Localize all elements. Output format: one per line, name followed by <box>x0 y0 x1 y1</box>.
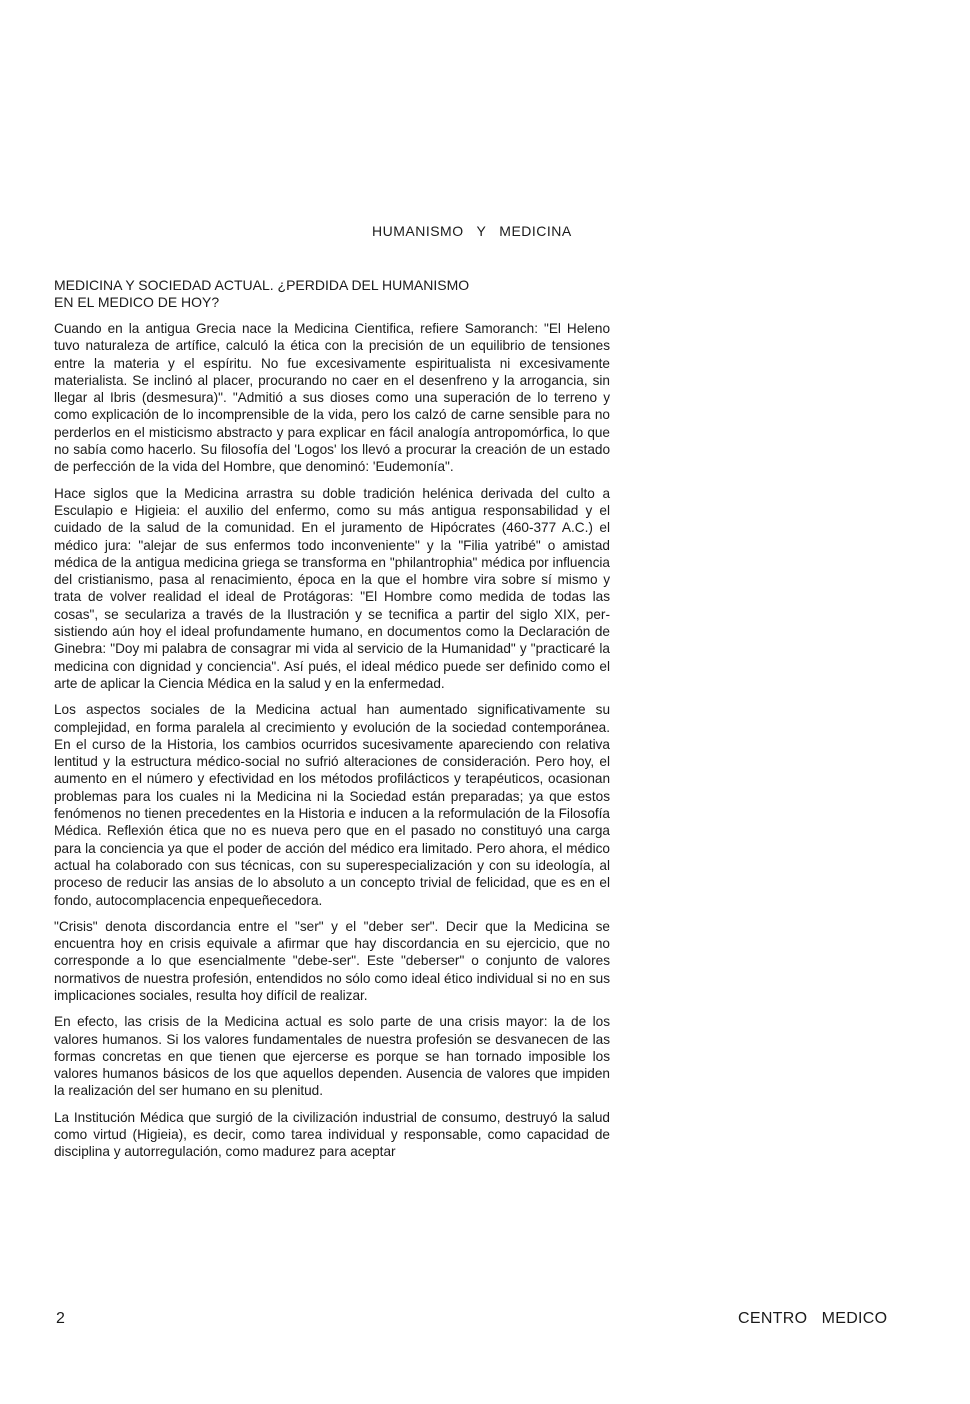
article-title-line: MEDICINA Y SOCIEDAD ACTUAL. ¿PERDIDA DEL HUMANISMO <box>54 277 470 293</box>
body-paragraph: Hace siglos que la Medicina arrastra su doble tradición helénica derivada del culto a Esculapio e Higieia: el auxilio del enfermo, como su más antigua responsabilidad y el cuidado de la salud de la comunidad. En el juramento de Hipócrates (460-377 A.C.) el médico jura: "alejar de sus enfermos todo inconveniente" y la "Filia yatribé" o amistad médica de la antigua medicina griega se transforma en "philantrophia" médica por influencia del cristianismo, pasa al renacimiento, época en la que el hombre vira sobre sí mismo y trata de volver realidad el ideal de Protágoras: "El Hombre como medida de todas las cosas", se seculariza a través de la Ilustración y se tecnifica a partir del siglo XIX, persistiendo aún hoy el ideal profundamente humano, en documentos como la Declaración de Ginebra: "Doy mi palabra de consagrar mi vida al servicio de la Humanidad" y "practicaré la medicina con dignidad y conciencia". Así pués, el ideal médico puede ser definido como el arte de aplicar la Ciencia Médica en la salud y en la enfermedad. <box>54 485 610 691</box>
body-paragraph: En efecto, las crisis de la Medicina actual es solo parte de una crisis mayor: la de los valores humanos. Si los valores fundamentales de nuestra profesión se desvanecen de las formas concretas en que tienen que ejercerse es porque se han tornado imposible los valores humanos básicos de los que aquellos dependen. Ausencia de valores que impiden la realización del ser humano en su plenitud. <box>54 1014 610 1099</box>
body-paragraph: La Institución Médica que surgió de la civilización industrial de consumo, destruyó la salud como virtud (Higieia), es decir, como tarea individual y responsable, como capacidad de disciplina y autorregulación, como madurez para aceptar <box>54 1109 610 1160</box>
running-header: HUMANISMO Y MEDICINA <box>372 223 572 239</box>
body-paragraph: Cuando en la antigua Grecia nace la Medicina Cientifica, refiere Samoranch: "El Heleno tuvo naturaleza de artífice, calculó la ética con la precisión de un equilibrio de tensiones entre la materia y el espíritu. No fue excesivamente espiritualista ni excesivamente materialista. Se inclinó al placer, procurando no caer en el desenfreno y la arrogancia, sin llegar al Ibris (desmesura)". "Admitió a sus dioses como una superación de lo terreno y como explicación de lo incomprensible de la vida, pero los calzó de carne sensible para no perderlos en el misticismo abstracto y para explicar en fácil analogía antropomórfica, lo que no sabía como hacerlo. Su filosofía del 'Logos' los llevó a procurar la creación de un estado de perfección de la vida del Hombre, que denominó: 'Eudemonía". <box>54 321 610 475</box>
page-number: 2 <box>56 1310 65 1327</box>
article-title-line: EN EL MEDICO DE HOY? <box>54 294 220 310</box>
publication-name: CENTRO MEDICO <box>738 1310 888 1327</box>
body-paragraph: Los aspectos sociales de la Medicina actual han aumentado significativamente su complejidad, en forma paralela al crecimiento y evolución de la sociedad contemporánea. En el curso de la Historia, los cambios ocurridos sucesivamente apareciendo con relativa lentitud y la estructura médico-social no sufrió alteraciones de consideración. Pero hoy, el aumento en el número y efectividad en los métodos profilácticos y terapéuticos, ocasionan problemas para los cuales ni la Medicina ni la Sociedad están preparadas; ya que estos fenómenos no tienen precedentes en la Historia e inducen a la reformulación de la Filosofía Médica. Reflexión ética que no es nueva pero que en el pasado no constituyó una carga para la conciencia ya que el poder de acción del médico era limitado. Pero ahora, el médico actual ha colaborado con sus técnicas, con su superespecialización y con su ideología, al proceso de reducir las ansias de lo absoluto a un concepto trivial de felicidad, que es en el fondo, autocomplacencia enpequeñecedora. <box>54 702 610 908</box>
article-body <box>54 320 610 1170</box>
body-paragraph: "Crisis" denota discordancia entre el "ser" y el "deber ser". Decir que la Medicina se encuentra hoy en crisis equivale a afirmar que hay discordancia en su ejercicio, que no corresponde a lo que esencialmente "debe-ser". Este "deberser" o conjunto de valores normativos de nuestra profesión, entendidos no sólo como ideal ético individual si no en sus implicaciones sociales, resulta hoy difícil de realizar. <box>54 918 610 1003</box>
article-title <box>54 277 614 311</box>
